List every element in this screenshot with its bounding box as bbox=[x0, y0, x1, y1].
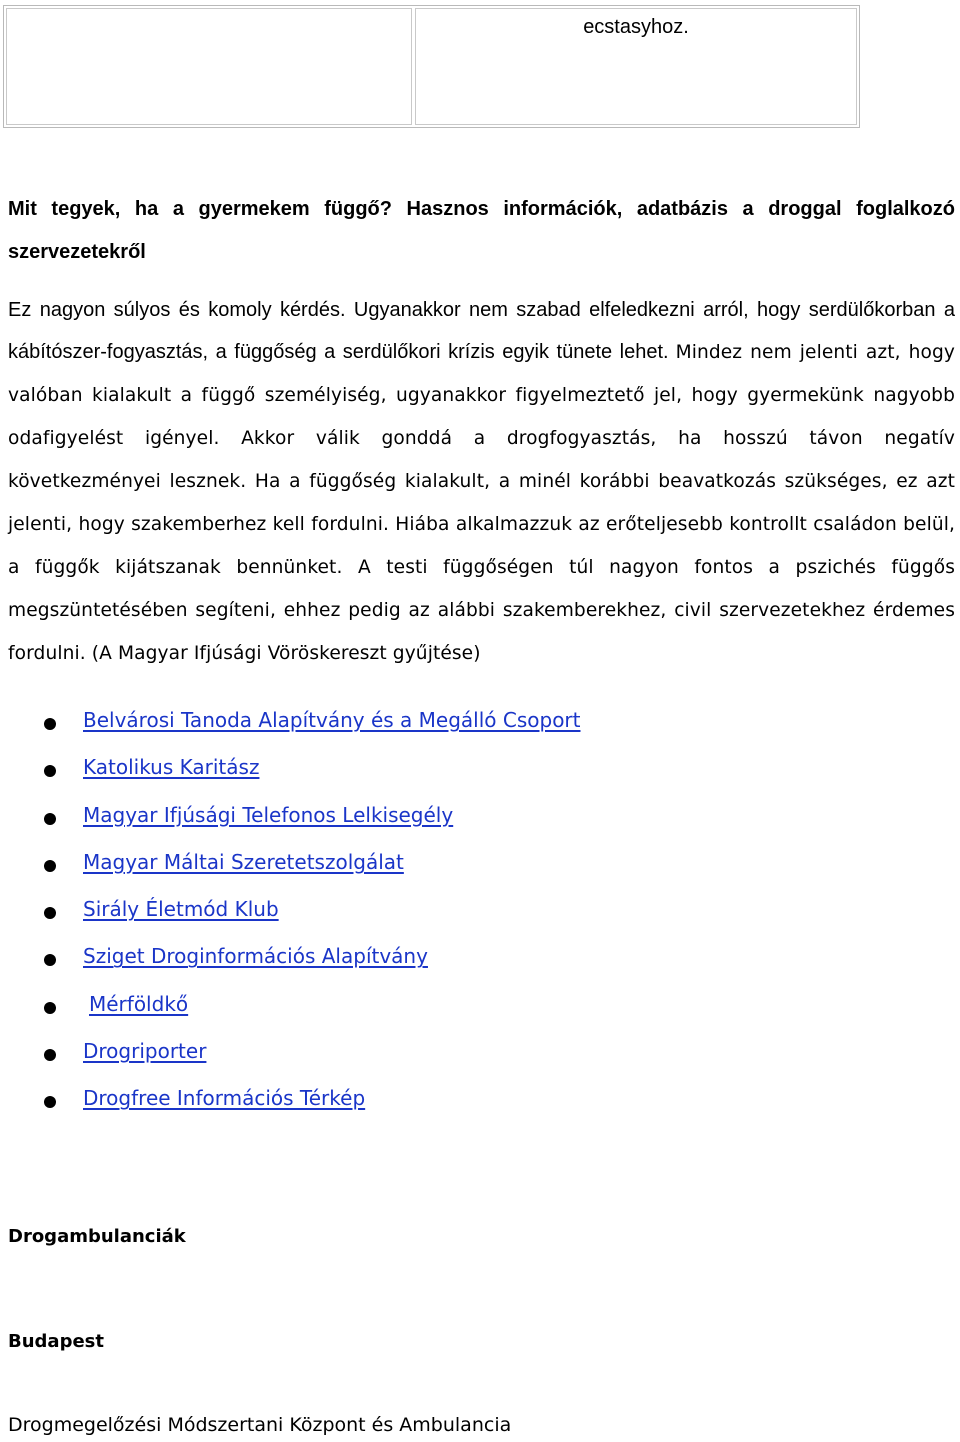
list-item bbox=[0, 984, 960, 1031]
article-heading: Mit tegyek, ha a gyermekem függő? Hasznos információk, adatbázis a droggal foglalkozó szervezetekről bbox=[8, 198, 955, 263]
entry-title: Drogmegelőzési Módszertani Központ és Ambulancia bbox=[8, 1414, 512, 1436]
bullet-icon bbox=[44, 1049, 56, 1061]
list-item bbox=[0, 1031, 960, 1078]
bullet-icon bbox=[44, 1096, 56, 1108]
bullet-icon bbox=[44, 765, 56, 777]
bullet-icon bbox=[44, 907, 56, 919]
link-sziget-droginformacios[interactable]: Sziget Droginformációs Alapítvány bbox=[83, 944, 428, 969]
list-item bbox=[0, 700, 960, 747]
bullet-icon bbox=[44, 860, 56, 872]
list-item bbox=[0, 936, 960, 983]
paragraph-intro: Ez nagyon súlyos és komoly kérdés. Ugyanakkor nem szabad elfeledkezni arról, hogy serdülőkorban a kábítószer-fogyasztás, a függőség a serdülőkori krízis egyik tünete lehet. bbox=[8, 299, 955, 363]
link-telefonos-lelkisegely[interactable]: Magyar Ifjúsági Telefonos Lelkisegély bbox=[83, 802, 454, 827]
paragraph-body: Mindez nem jelenti azt, hogy valóban kialakult a függő személyiség, ugyanakkor figyelmeztető jel, hogy gyermekünk nagyobb odafigyelést igényel. Akkor válik gonddá a drogfogyasztás, ha hosszú távon negatív következményei lesznek. Ha a függőség kialakult, a minél korábbi beavatkozás szükséges, ez azt jelenti, hogy szakemberhez kell fordulni. Hiába alkalmazzuk az erőteljesebb kontrollt családon belül, a függők kijátszanak bennünket. A testi függőségen túl nagyon fontos a pszichés függős megszüntetésében segíteni, ehhez pedig az alábbi szakemberekhez, civil szervezetekhez érdemes fordulni. (A Magyar Ifjúsági Vöröskereszt gyűjtése) bbox=[8, 342, 956, 664]
section-title-drogambulanciak: Drogambulanciák bbox=[8, 1226, 186, 1247]
list-item bbox=[0, 842, 960, 889]
link-maltai-szeretetszolgalat[interactable]: Magyar Máltai Szeretetszolgálat bbox=[83, 849, 404, 874]
table-cell-label: ecstasyhoz. bbox=[583, 16, 689, 38]
link-belvarosi-tanoda[interactable]: Belvárosi Tanoda Alapítvány és a Megálló Csoport bbox=[83, 708, 581, 732]
table-cell-empty bbox=[6, 8, 412, 125]
list-item bbox=[0, 795, 960, 842]
bullet-icon bbox=[44, 813, 56, 825]
list-item bbox=[0, 747, 960, 794]
list-item bbox=[0, 889, 960, 936]
table-cell-text bbox=[415, 8, 857, 125]
bullet-icon bbox=[44, 954, 56, 966]
bullet-icon bbox=[44, 718, 56, 730]
link-merfoldko[interactable]: Mérföldkő bbox=[89, 991, 189, 1016]
list-item bbox=[0, 1078, 960, 1125]
top-table bbox=[3, 5, 860, 128]
link-katolikus-karitasz[interactable]: Katolikus Karitász bbox=[83, 755, 260, 780]
link-siraly-eletmod-klub[interactable]: Sirály Életmód Klub bbox=[83, 897, 279, 922]
link-drogfree-terkep[interactable]: Drogfree Információs Térkép bbox=[83, 1086, 366, 1111]
organization-link-list bbox=[0, 700, 960, 1126]
article-paragraph bbox=[8, 289, 955, 675]
section-title-budapest: Budapest bbox=[8, 1331, 104, 1352]
link-drogriporter[interactable]: Drogriporter bbox=[83, 1039, 207, 1064]
bullet-icon bbox=[44, 1002, 56, 1014]
